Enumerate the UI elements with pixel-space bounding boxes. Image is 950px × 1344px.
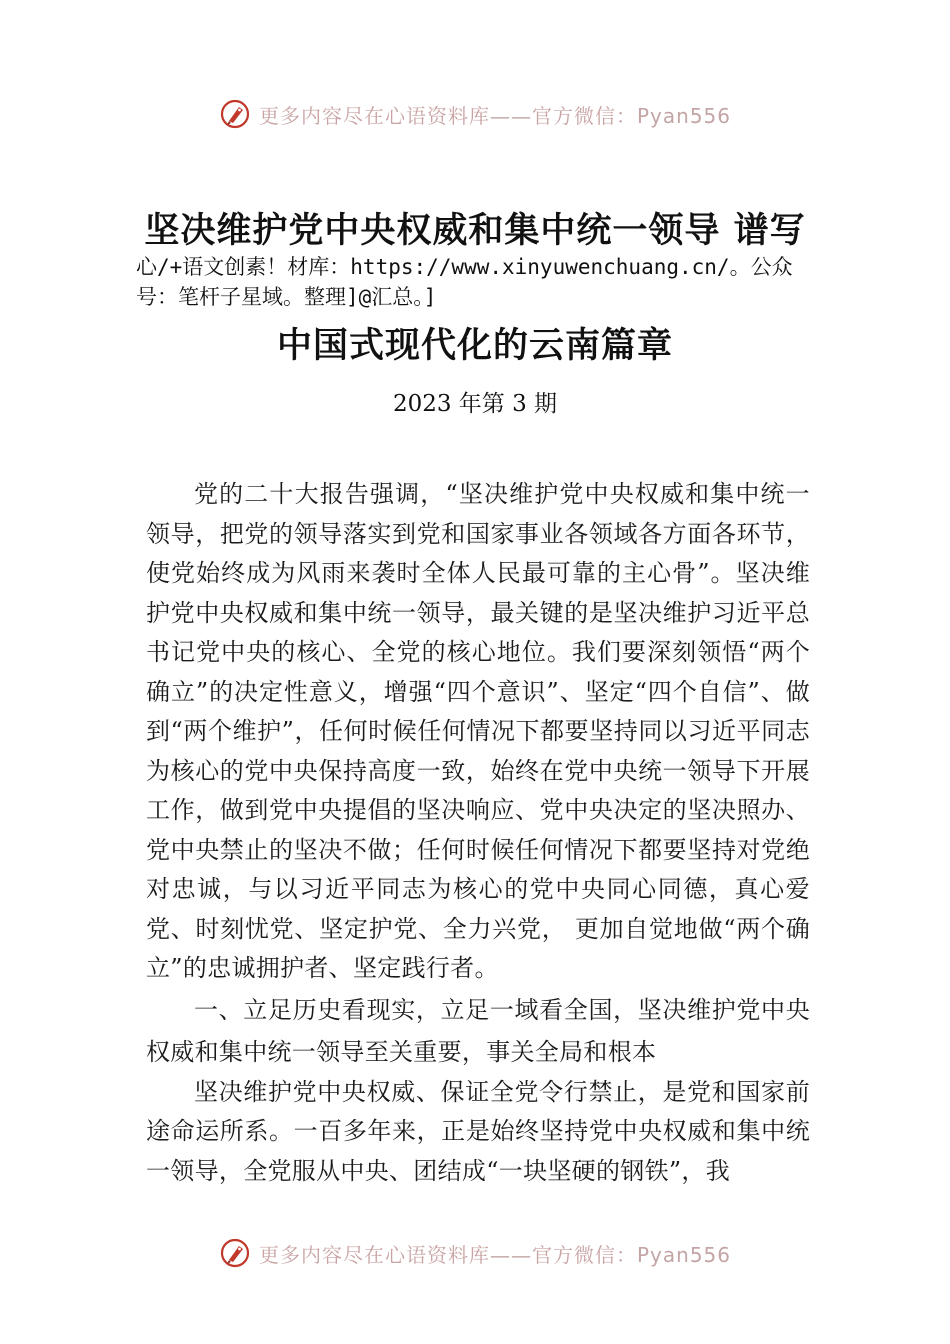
banner-wechat-label: 官方微信： — [531, 1242, 637, 1267]
pen-nib-logo-icon — [219, 98, 251, 130]
banner-wechat-id: Pyan556 — [636, 103, 731, 128]
article-body — [146, 475, 810, 1191]
inserted-watermark-text: 心/+语文创素！材库：https://www.xinyuwenchuang.cn/。公众号：笔杆子星域。整理]@汇总。] — [136, 255, 793, 309]
banner-wechat-id: Pyan556 — [636, 1242, 731, 1267]
banner-separator: —— — [489, 1242, 532, 1267]
pen-nib-logo-icon — [219, 1237, 251, 1269]
paragraph-section-1: 坚决维护党中央权威、保证全党令行禁止，是党和国家前途命运所系。一百多年来，正是始终坚持党中央权威和集中统一领导，全党服从中央、团结成“一块坚硬的钢铁”，我 — [146, 1077, 810, 1185]
title-line-2: 中国式现代化的云南篇章 — [276, 325, 673, 366]
footer-banner — [0, 1233, 950, 1273]
issue-number: 2023 年第 3 期 — [392, 391, 558, 417]
title-line-1: 坚决维护党中央权威和集中统一领导 谱写 — [144, 210, 806, 251]
header-banner — [0, 94, 950, 134]
section-heading-1: 一、立足历史看现实，立足一域看全国，坚决维护党中央权威和集中统一领导至关重要，事关全局和根本 — [146, 995, 810, 1066]
paragraph-intro: 党的二十大报告强调，“坚决维护党中央权威和集中统一领导，把党的领导落实到党和国家事业各领域各方面各环节，使党始终成为风雨来袭时全体人民最可靠的主心骨”。坚决维护党中央权威和集中统一领导，最关键的是坚决维护习近平总书记党中央的核心、全党的核心地位。我们要深刻领悟“两个确立”的决定性意义，增强“四个意识”、坚定“四个自信”、做到“两个维护”，任何时候任何情况下都要坚持同以习近平同志为核心的党中央保持高度一致，始终在党中央统一领导下开展工作，做到党中央提倡的坚决响应、党中央决定的坚决照办、党中央禁止的坚决不做；任何时候任何情况下都要坚持对党绝对忠诚，与以习近平同志为核心的党中央同心同德，真心爱党、时刻忧党、坚定护党、全力兴党， 更加自觉地做“两个确立”的忠诚拥护者、坚定践行者。 — [146, 480, 810, 982]
banner-text: 更多内容尽在心语资料库 — [258, 1242, 490, 1267]
banner-separator: —— — [489, 103, 532, 128]
banner-wechat-label: 官方微信： — [531, 103, 637, 128]
banner-text: 更多内容尽在心语资料库 — [258, 103, 490, 128]
